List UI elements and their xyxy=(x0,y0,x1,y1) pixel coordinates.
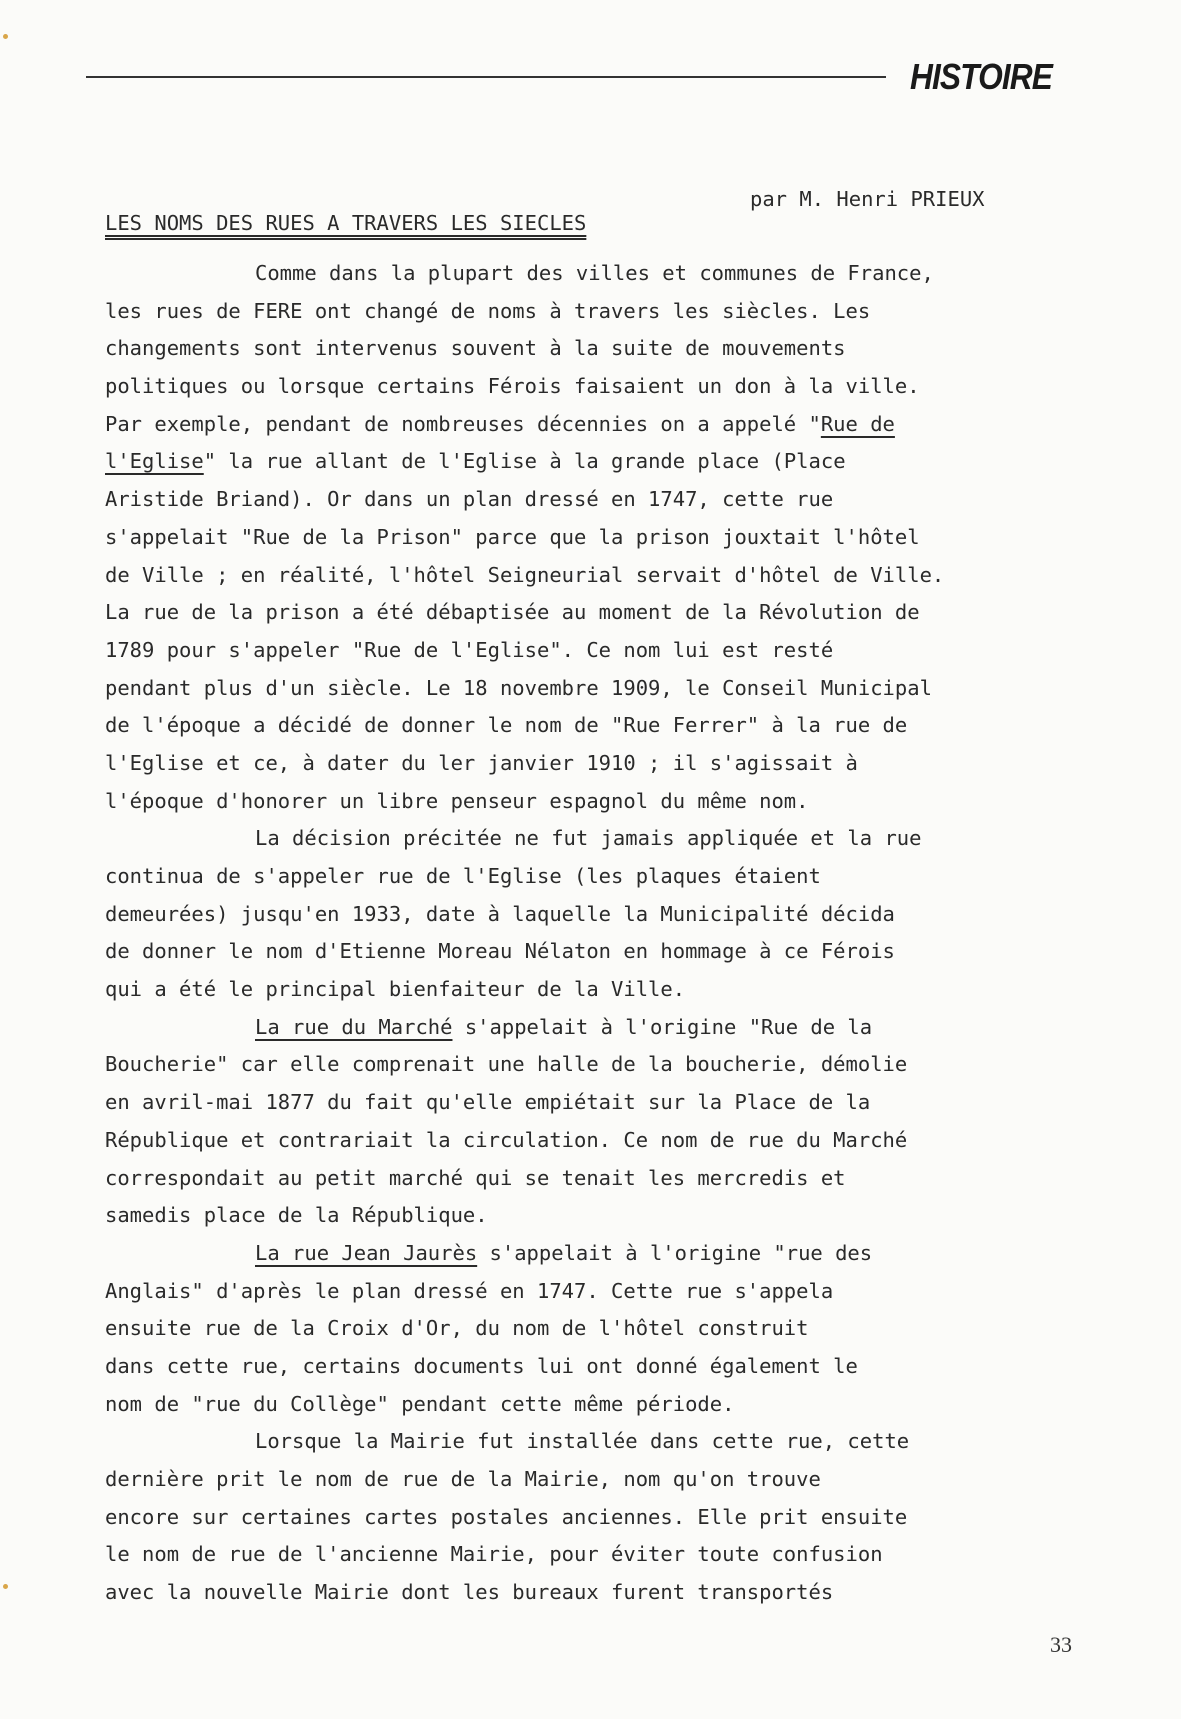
text-line: Lorsque la Mairie fut installée dans cette rue, cette xyxy=(255,1429,910,1454)
text-line: de l'époque a décidé de donner le nom de "Rue Ferrer" à la rue de xyxy=(105,713,908,738)
text-line: l'époque d'honorer un libre penseur espagnol du même nom. xyxy=(105,788,809,813)
underlined-street-name: La rue Jean Jaurès xyxy=(255,1240,478,1265)
underlined-street-name: Rue de xyxy=(820,411,895,436)
text-line: samedis place de la République. xyxy=(105,1203,488,1228)
paper-speck xyxy=(3,34,8,39)
text-line: La rue Jean Jaurès s'appelait à l'origine "rue des xyxy=(255,1240,873,1265)
text-line: l'Eglise" la rue allant de l'Eglise à la grande place (Place xyxy=(105,449,846,474)
text-line: dans cette rue, certains documents lui ont donné également le xyxy=(105,1353,858,1378)
text-line: nom de "rue du Collège" pendant cette même période. xyxy=(105,1391,735,1416)
text-line: s'appelait "Rue de la Prison" parce que la prison jouxtait l'hôtel xyxy=(105,524,920,549)
underlined-street-name: l'Eglise xyxy=(105,449,204,474)
text-line: l'Eglise et ce, à dater du ler janvier 1910 ; il s'agissait à xyxy=(105,750,858,775)
text-line: en avril-mai 1877 du fait qu'elle empiétait sur la Place de la xyxy=(105,1090,871,1115)
text-line: dernière prit le nom de rue de la Mairie, nom qu'on trouve xyxy=(105,1467,821,1491)
paper-speck xyxy=(3,1584,8,1589)
text-line: Comme dans la plupart des villes et communes de France, xyxy=(255,261,934,285)
text-line: continua de s'appeler rue de l'Eglise (les plaques étaient xyxy=(105,864,821,888)
text-line: politiques ou lorsque certains Férois faisaient un don à la ville. xyxy=(105,374,920,399)
text-line: les rues de FERE ont changé de noms à travers les siècles. Les xyxy=(105,298,871,323)
text-line: Par exemple, pendant de nombreuses décennies on a appelé "Rue de xyxy=(105,411,895,436)
underlined-street-name: La rue du Marché xyxy=(255,1014,453,1039)
page-number: 33 xyxy=(1050,1632,1072,1657)
text-line: Boucherie" car elle comprenait une halle de la boucherie, démolie xyxy=(105,1052,908,1077)
text-line: La rue de la prison a été débaptisée au moment de la Révolution de xyxy=(105,600,920,625)
text-line: le nom de rue de l'ancienne Mairie, pour éviter toute confusion xyxy=(105,1542,883,1567)
text-line: de donner le nom d'Etienne Moreau Nélaton en hommage à ce Férois xyxy=(105,939,895,964)
text-line: avec la nouvelle Mairie dont les bureaux furent transportés xyxy=(105,1580,834,1605)
header-rule xyxy=(86,76,886,78)
text-line: ensuite rue de la Croix d'Or, du nom de l'hôtel construit xyxy=(105,1316,809,1341)
text-line: République et contrariait la circulation. Ce nom de rue du Marché xyxy=(105,1127,908,1152)
byline: par M. Henri PRIEUX xyxy=(750,187,985,211)
text-line: Aristide Briand). Or dans un plan dressé en 1747, cette rue xyxy=(105,487,834,512)
text-line: Anglais" d'après le plan dressé en 1747. Cette rue s'appela xyxy=(105,1278,834,1303)
text-line: de Ville ; en réalité, l'hôtel Seigneurial servait d'hôtel de Ville. xyxy=(105,562,945,587)
text-line: qui a été le principal bienfaiteur de la Ville. xyxy=(105,977,686,1002)
text-line: La décision précitée ne fut jamais appliquée et la rue xyxy=(255,826,922,851)
text-line: 1789 pour s'appeler "Rue de l'Eglise". Ce nom lui est resté xyxy=(105,637,834,662)
text-line: encore sur certaines cartes postales anciennes. Elle prit ensuite xyxy=(105,1504,908,1529)
section-label: HISTOIRE xyxy=(910,56,1053,97)
text-line: pendant plus d'un siècle. Le 18 novembre 1909, le Conseil Municipal xyxy=(105,675,932,700)
article-title: LES NOMS DES RUES A TRAVERS LES SIECLES xyxy=(105,211,587,235)
text-line: changements sont intervenus souvent à la suite de mouvements xyxy=(105,336,846,361)
text-line: demeurées) jusqu'en 1933, date à laquelle la Municipalité décida xyxy=(105,901,895,926)
article-body xyxy=(105,255,1135,1612)
text-line: correspondait au petit marché qui se tenait les mercredis et xyxy=(105,1165,846,1190)
text-line: La rue du Marché s'appelait à l'origine "Rue de la xyxy=(255,1014,873,1039)
